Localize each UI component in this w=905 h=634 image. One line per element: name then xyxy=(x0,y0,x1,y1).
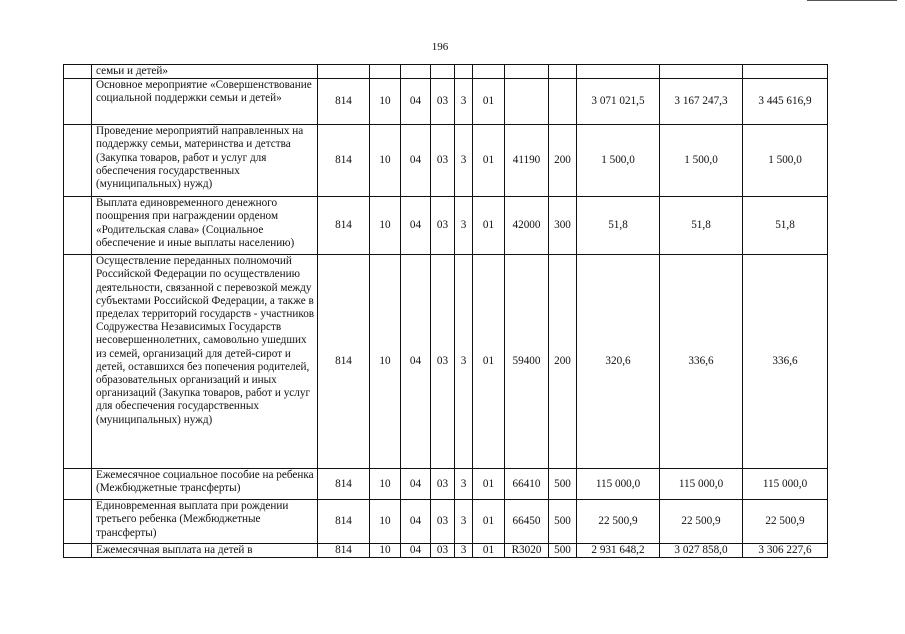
amount-year3-cell: 115 000,0 xyxy=(743,469,828,500)
subsection-code-cell: 04 xyxy=(401,544,431,558)
row-name-cell: Выплата единовременного денежного поощрения при награждении орденом «Родительская слава» (Социальное обеспечение и иные выплаты населению) xyxy=(92,197,318,255)
ministry-code-cell: 814 xyxy=(318,255,370,469)
subprogram-code-cell: 3 xyxy=(455,469,473,500)
row-name-cell: семьи и детей» xyxy=(92,65,318,79)
row-name-cell: Ежемесячная выплата на детей в xyxy=(92,544,318,558)
table-body xyxy=(64,65,828,558)
subprogram-code-cell: 3 xyxy=(455,125,473,197)
program-code-cell xyxy=(431,65,455,79)
amount-year2-cell: 3 167 247,3 xyxy=(660,79,743,125)
amount-year1-cell: 51,8 xyxy=(577,197,660,255)
row-name-cell: Осуществление переданных полномочий Российской Федерации по осуществлению деятельности, связанной с перевозкой между субъектами Российской Федерации, а также в пределах территорий государств - участников Содружества Независимых Государств несовершеннолетних, самовольно ушедших из семей, организаций для детей-сирот и детей, оставшихся без попечения родителей, образовательных организаций и иных организаций (Закупка товаров, работ и услуг для обеспечения государственных (муниципальных) нужд) xyxy=(92,255,318,469)
page-number: 196 xyxy=(431,41,449,53)
amount-year2-cell: 1 500,0 xyxy=(660,125,743,197)
expense-type-cell: 300 xyxy=(549,197,577,255)
expense-type-cell xyxy=(549,65,577,79)
subsection-code-cell: 04 xyxy=(401,469,431,500)
row-margin-cell xyxy=(64,544,92,558)
expense-type-cell xyxy=(549,79,577,125)
amount-year1-cell xyxy=(577,65,660,79)
direction-code-cell: 41190 xyxy=(505,125,549,197)
row-name-cell: Ежемесячное социальное пособие на ребенка (Межбюджетные трансферты) xyxy=(92,469,318,500)
amount-year1-cell: 3 071 021,5 xyxy=(577,79,660,125)
expense-type-cell: 200 xyxy=(549,255,577,469)
amount-year2-cell xyxy=(660,65,743,79)
ministry-code-cell: 814 xyxy=(318,79,370,125)
ministry-code-cell xyxy=(318,65,370,79)
section-code-cell: 10 xyxy=(370,125,401,197)
amount-year1-cell: 115 000,0 xyxy=(577,469,660,500)
activity-code-cell: 01 xyxy=(473,544,505,558)
expense-type-cell: 200 xyxy=(549,125,577,197)
amount-year3-cell: 1 500,0 xyxy=(743,125,828,197)
program-code-cell: 03 xyxy=(431,500,455,544)
subprogram-code-cell: 3 xyxy=(455,197,473,255)
activity-code-cell: 01 xyxy=(473,125,505,197)
amount-year3-cell xyxy=(743,65,828,79)
program-code-cell: 03 xyxy=(431,197,455,255)
amount-year2-cell: 336,6 xyxy=(660,255,743,469)
program-code-cell: 03 xyxy=(431,125,455,197)
subsection-code-cell: 04 xyxy=(401,79,431,125)
amount-year3-cell: 3 445 616,9 xyxy=(743,79,828,125)
program-code-cell: 03 xyxy=(431,544,455,558)
table-row xyxy=(64,544,828,558)
amount-year3-cell: 336,6 xyxy=(743,255,828,469)
subsection-code-cell: 04 xyxy=(401,125,431,197)
row-margin-cell xyxy=(64,255,92,469)
direction-code-cell: 66410 xyxy=(505,469,549,500)
table-row xyxy=(64,255,828,469)
subprogram-code-cell: 3 xyxy=(455,500,473,544)
subprogram-code-cell: 3 xyxy=(455,544,473,558)
direction-code-cell: 42000 xyxy=(505,197,549,255)
activity-code-cell: 01 xyxy=(473,255,505,469)
budget-table xyxy=(63,64,828,558)
activity-code-cell: 01 xyxy=(473,79,505,125)
section-code-cell: 10 xyxy=(370,544,401,558)
direction-code-cell xyxy=(505,65,549,79)
program-code-cell: 03 xyxy=(431,255,455,469)
row-margin-cell xyxy=(64,125,92,197)
row-name-cell: Основное мероприятие «Совершенствование социальной поддержки семьи и детей» xyxy=(92,79,318,125)
table-row xyxy=(64,469,828,500)
activity-code-cell: 01 xyxy=(473,197,505,255)
ministry-code-cell: 814 xyxy=(318,500,370,544)
row-name-cell: Проведение мероприятий направленных на поддержку семьи, материнства и детства (Закупка товаров, работ и услуг для обеспечения государственных (муниципальных) нужд) xyxy=(92,125,318,197)
activity-code-cell: 01 xyxy=(473,469,505,500)
section-code-cell: 10 xyxy=(370,197,401,255)
row-margin-cell xyxy=(64,500,92,544)
direction-code-cell: 59400 xyxy=(505,255,549,469)
amount-year3-cell: 22 500,9 xyxy=(743,500,828,544)
direction-code-cell: R3020 xyxy=(505,544,549,558)
direction-code-cell xyxy=(505,79,549,125)
table-row xyxy=(64,65,828,79)
subsection-code-cell: 04 xyxy=(401,500,431,544)
section-code-cell: 10 xyxy=(370,255,401,469)
amount-year2-cell: 51,8 xyxy=(660,197,743,255)
ministry-code-cell: 814 xyxy=(318,544,370,558)
subprogram-code-cell xyxy=(455,65,473,79)
section-code-cell xyxy=(370,65,401,79)
direction-code-cell: 66450 xyxy=(505,500,549,544)
program-code-cell: 03 xyxy=(431,469,455,500)
expense-type-cell: 500 xyxy=(549,500,577,544)
ministry-code-cell: 814 xyxy=(318,469,370,500)
corner-rule xyxy=(807,0,897,1)
row-name-cell: Единовременная выплата при рождении третьего ребенка (Межбюджетные трансферты) xyxy=(92,500,318,544)
amount-year2-cell: 115 000,0 xyxy=(660,469,743,500)
row-margin-cell xyxy=(64,197,92,255)
amount-year2-cell: 22 500,9 xyxy=(660,500,743,544)
table-row xyxy=(64,197,828,255)
program-code-cell: 03 xyxy=(431,79,455,125)
amount-year3-cell: 3 306 227,6 xyxy=(743,544,828,558)
subprogram-code-cell: 3 xyxy=(455,79,473,125)
subsection-code-cell: 04 xyxy=(401,255,431,469)
subprogram-code-cell: 3 xyxy=(455,255,473,469)
subsection-code-cell xyxy=(401,65,431,79)
table-row xyxy=(64,79,828,125)
section-code-cell: 10 xyxy=(370,469,401,500)
row-margin-cell xyxy=(64,469,92,500)
amount-year1-cell: 2 931 648,2 xyxy=(577,544,660,558)
ministry-code-cell: 814 xyxy=(318,197,370,255)
subsection-code-cell: 04 xyxy=(401,197,431,255)
ministry-code-cell: 814 xyxy=(318,125,370,197)
amount-year3-cell: 51,8 xyxy=(743,197,828,255)
amount-year2-cell: 3 027 858,0 xyxy=(660,544,743,558)
expense-type-cell: 500 xyxy=(549,544,577,558)
amount-year1-cell: 1 500,0 xyxy=(577,125,660,197)
row-margin-cell xyxy=(64,79,92,125)
activity-code-cell xyxy=(473,65,505,79)
table-row xyxy=(64,500,828,544)
amount-year1-cell: 320,6 xyxy=(577,255,660,469)
section-code-cell: 10 xyxy=(370,500,401,544)
amount-year1-cell: 22 500,9 xyxy=(577,500,660,544)
section-code-cell: 10 xyxy=(370,79,401,125)
expense-type-cell: 500 xyxy=(549,469,577,500)
activity-code-cell: 01 xyxy=(473,500,505,544)
table-row xyxy=(64,125,828,197)
row-margin-cell xyxy=(64,65,92,79)
